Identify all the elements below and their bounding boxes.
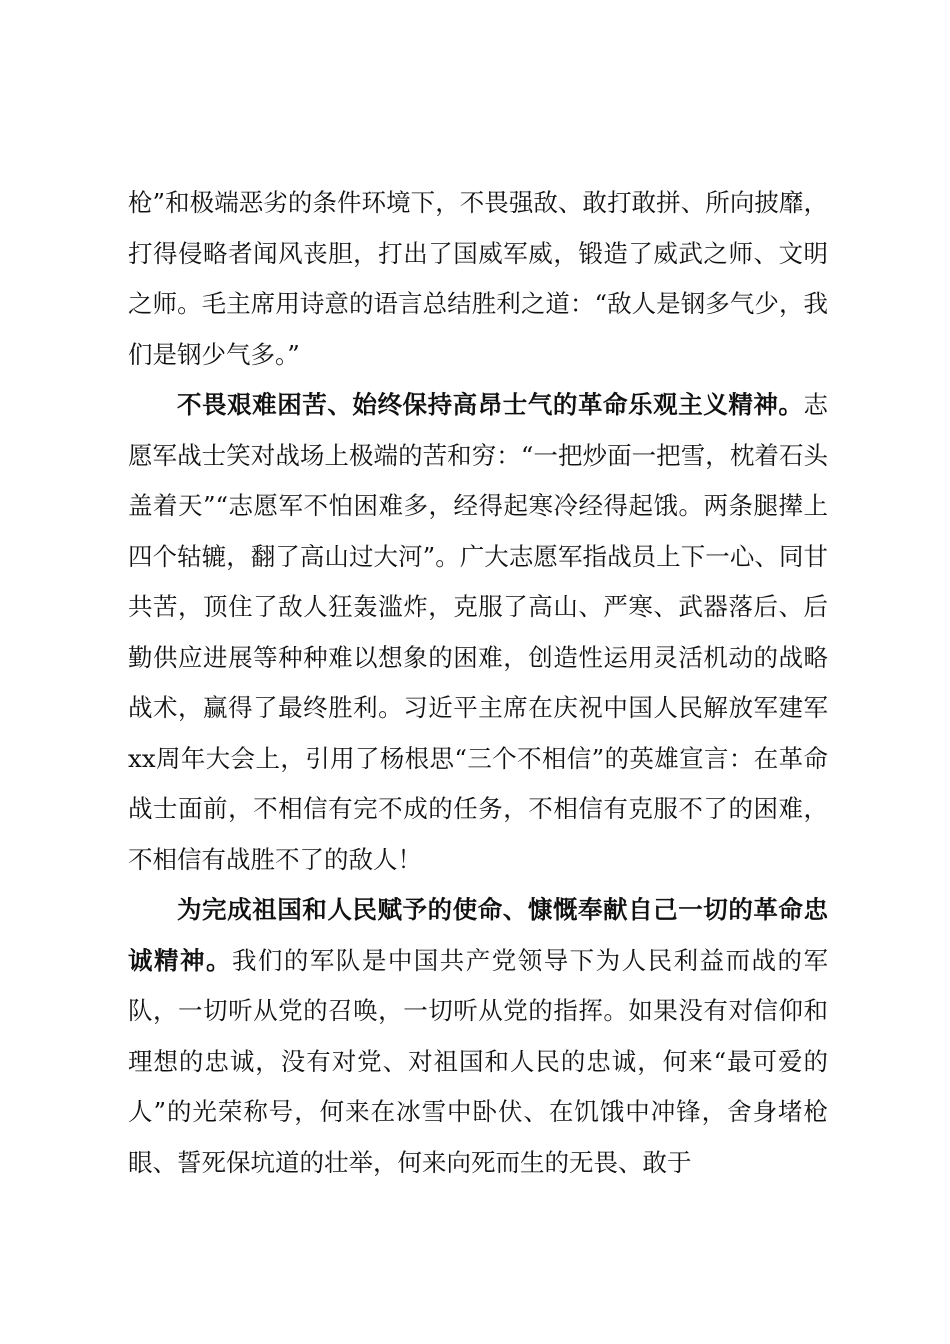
paragraph-text: 志愿军战士笑对战场上极端的苦和穷：“一把炒面一把雪，枕着石头盖着天”“志愿军不怕困难多，经得起寒冷经得起饿。两条腿撵上四个轱辘，翻了高山过大河”。广大志愿军指战员上下一心、同甘共苦，顶住了敌人狂轰滥炸，克服了高山、严寒、武器落后、后勤供应进展等种种难以想象的困难，创造性运用灵活机动的战略战术，赢得了最终胜利。习近平主席在庆祝中国人民解放军建军xx周年大会上，引用了杨根思“三个不相信”的英雄宣言：在革命战士面前，不相信有完不成的任务，不相信有克服不了的困难，不相信有战胜不了的敌人！ [128, 390, 828, 874]
paragraph-loyalty [128, 885, 828, 1188]
paragraph-heading: 不畏艰难困苦、始终保持高昂士气的革命乐观主义精神。 [177, 390, 804, 419]
paragraph-text: 枪”和极端恶劣的条件环境下，不畏强敌、敢打敢拼、所向披靡，打得侵略者闻风丧胆，打出了国威军威，锻造了威武之师、文明之师。毛主席用诗意的语言总结胜利之道：“敌人是钢多气少，我们是钢少气多。” [128, 188, 828, 369]
paragraph-heading: 为完成祖国和人民赋予的使命、慷慨奉献自己一切的革命忠诚精神。 [128, 895, 828, 975]
document-body [128, 178, 828, 1188]
paragraph-optimism [128, 380, 828, 885]
paragraph-continuation [128, 178, 828, 380]
paragraph-text: 我们的军队是中国共产党领导下为人民利益而战的军队，一切听从党的召唤，一切听从党的指挥。如果没有对信仰和理想的忠诚，没有对党、对祖国和人民的忠诚，何来“最可爱的人”的光荣称号，何来在冰雪中卧伏、在饥饿中冲锋，舍身堵枪眼、誓死保坑道的壮举，何来向死而生的无畏、敢于 [128, 945, 829, 1177]
